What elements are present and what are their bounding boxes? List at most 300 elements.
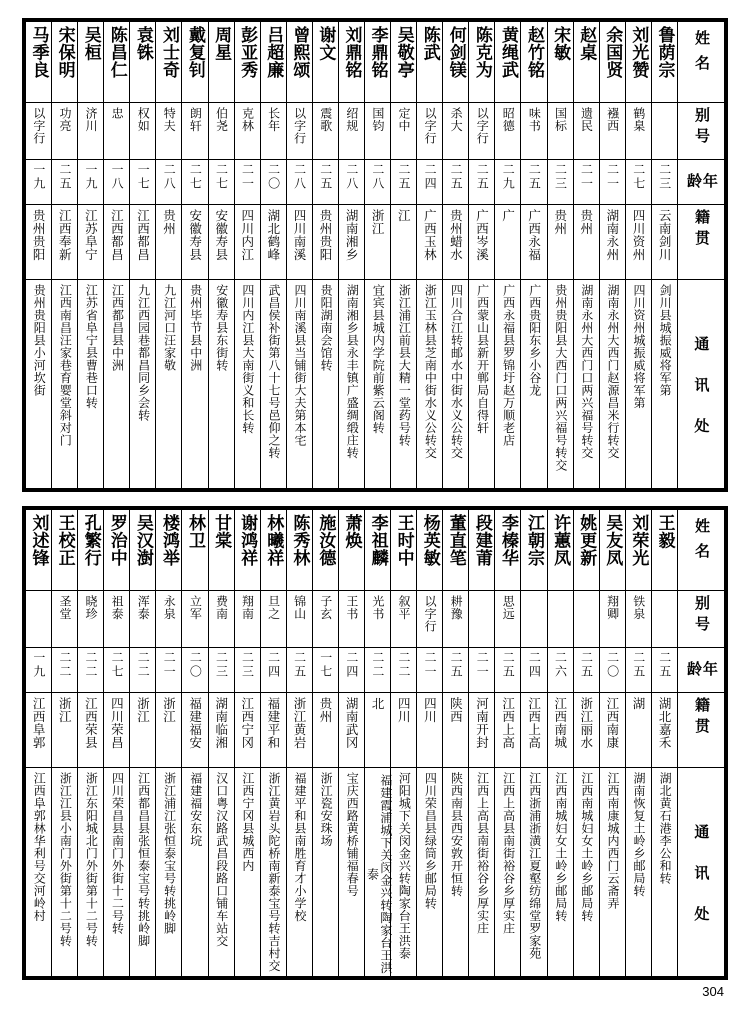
cell-address xyxy=(599,280,625,489)
table-row-origin xyxy=(26,693,725,768)
age-text: 二六 xyxy=(553,651,568,679)
name-text: 许蕙凤 xyxy=(550,514,571,567)
address-text: 武昌侯补街第八十七号邑仰之转 xyxy=(266,284,281,459)
address-text: 福建平和县南胜育才小学校 xyxy=(293,772,308,922)
cell-address xyxy=(417,280,443,489)
name-text: 何剑镁 xyxy=(445,26,466,79)
cell-alias xyxy=(26,591,52,648)
cell-age xyxy=(443,648,469,693)
name-text: 萧焕 xyxy=(341,514,362,549)
name-text: 吴桓 xyxy=(80,26,101,61)
age-text: 二一 xyxy=(240,163,255,191)
alias-text: 国标 xyxy=(553,107,568,132)
cell-alias xyxy=(469,103,495,160)
address-text: 江西南城妇女土岭乡邮局转 xyxy=(579,772,594,922)
address-text: 汉口粤汉路武昌段路口铺车站交 xyxy=(214,772,229,947)
origin-text: 贵州 xyxy=(161,209,177,235)
cell-origin xyxy=(52,693,78,768)
name-text: 楼鸿举 xyxy=(158,514,179,567)
address-text: 浙江浦江张恒泰宝号转挑岭脚 xyxy=(162,772,177,935)
cell-age xyxy=(338,160,364,205)
cell-alias xyxy=(182,591,208,648)
row-label-text: 年龄 xyxy=(685,661,719,682)
cell-origin xyxy=(391,205,417,280)
cell-alias xyxy=(521,103,547,160)
address-text: 湖南永州大西门赵源昌米行转交 xyxy=(605,284,620,459)
alias-text: 克林 xyxy=(240,107,255,132)
origin-text: 广西玉林 xyxy=(422,209,438,261)
alias-text: 以字行 xyxy=(475,107,490,145)
cell-alias xyxy=(156,591,182,648)
alias-text: 费南 xyxy=(214,595,229,620)
register-table-bottom xyxy=(22,506,728,980)
origin-text: 福建平和 xyxy=(265,697,281,749)
address-text: 浙江瓷安珠场 xyxy=(319,772,334,847)
cell-age xyxy=(521,160,547,205)
cell-age xyxy=(26,648,52,693)
cell-alias xyxy=(130,591,156,648)
cell-name xyxy=(443,510,469,591)
cell-alias xyxy=(365,103,391,160)
cell-alias xyxy=(365,591,391,648)
table-row-alias xyxy=(26,103,725,160)
alias-text: 忠 xyxy=(110,107,125,120)
cell-origin xyxy=(625,693,651,768)
origin-text: 江西上高 xyxy=(526,697,542,749)
cell-age xyxy=(651,648,677,693)
origin-text: 贵州 xyxy=(552,209,568,235)
age-text: 二五 xyxy=(501,651,516,679)
cell-address xyxy=(78,280,104,489)
cell-alias xyxy=(208,591,234,648)
row-label-text: 姓名 xyxy=(692,518,711,568)
table-row-address xyxy=(26,280,725,489)
alias-text: 翔卿 xyxy=(605,595,620,620)
address-text: 湖南恢复土岭乡邮局转 xyxy=(632,772,647,897)
origin-text: 湖南湘乡 xyxy=(344,209,360,261)
cell-origin xyxy=(78,693,104,768)
cell-name xyxy=(651,510,677,591)
row-label-age xyxy=(678,648,725,693)
name-text: 鲁荫宗 xyxy=(654,26,675,79)
cell-age xyxy=(182,648,208,693)
age-text: 二五 xyxy=(396,163,411,191)
cell-origin xyxy=(599,693,625,768)
cell-name xyxy=(234,22,260,103)
alias-text: 长年 xyxy=(266,107,281,132)
cell-age xyxy=(104,160,130,205)
age-text: 二五 xyxy=(292,651,307,679)
cell-age xyxy=(417,160,443,205)
cell-name xyxy=(156,510,182,591)
cell-name xyxy=(443,22,469,103)
cell-name xyxy=(547,510,573,591)
row-label-alias xyxy=(678,591,725,648)
cell-alias xyxy=(78,591,104,648)
cell-age xyxy=(156,648,182,693)
alias-text: 朗轩 xyxy=(188,107,203,132)
alias-text: 翔南 xyxy=(240,595,255,620)
address-text: 河阳城下关闵金兴转陶家台王洪泰 xyxy=(397,772,412,960)
cell-name xyxy=(130,22,156,103)
age-text: 二三 xyxy=(214,651,229,679)
cell-origin xyxy=(156,205,182,280)
origin-text: 贵州蜡水 xyxy=(448,209,464,261)
cell-alias xyxy=(599,103,625,160)
cell-name xyxy=(182,510,208,591)
age-text: 二四 xyxy=(527,651,542,679)
address-text: 福建福安东垸 xyxy=(188,772,203,847)
address-text: 宜宾县城内学院前紫云阁转 xyxy=(371,284,386,434)
alias-text: 鹤臬 xyxy=(631,107,646,132)
origin-text: 江西阜郭 xyxy=(31,697,47,749)
cell-alias xyxy=(130,103,156,160)
cell-alias xyxy=(469,591,495,648)
cell-alias xyxy=(391,591,417,648)
age-text: 二七 xyxy=(214,163,229,191)
cell-age xyxy=(469,648,495,693)
cell-age xyxy=(521,648,547,693)
cell-origin xyxy=(182,693,208,768)
alias-text: 特夫 xyxy=(162,107,177,132)
name-text: 谢文 xyxy=(315,26,336,61)
alias-text: 遗民 xyxy=(579,107,594,132)
address-text: 湖南湘乡县永丰镇广盛绸缎庄转 xyxy=(345,284,360,459)
cell-age xyxy=(26,160,52,205)
table-row-age xyxy=(26,160,725,205)
alias-text: 以字行 xyxy=(292,107,307,145)
cell-address xyxy=(521,280,547,489)
cell-origin xyxy=(417,693,443,768)
age-text: 一九 xyxy=(84,163,99,191)
cell-alias xyxy=(104,591,130,648)
row-label-origin xyxy=(678,693,725,768)
origin-text: 河南开封 xyxy=(474,697,490,749)
cell-name xyxy=(365,510,391,591)
row-label-text: 籍贯 xyxy=(692,209,711,251)
name-text: 董直笔 xyxy=(445,514,466,567)
cell-origin xyxy=(338,205,364,280)
cell-address xyxy=(208,280,234,489)
cell-age xyxy=(365,648,391,693)
age-text: 二七 xyxy=(631,163,646,191)
name-text: 王时中 xyxy=(393,514,414,567)
name-text: 马季良 xyxy=(28,26,49,79)
cell-address xyxy=(625,768,651,977)
origin-text: 江西宁冈 xyxy=(239,697,255,749)
cell-address xyxy=(547,280,573,489)
age-text: 一七 xyxy=(318,651,333,679)
origin-text: 江西南城 xyxy=(552,697,568,749)
cell-age xyxy=(286,160,312,205)
cell-alias xyxy=(338,591,364,648)
cell-address xyxy=(52,768,78,977)
age-text: 二四 xyxy=(423,163,438,191)
alias-text: 铁泉 xyxy=(631,595,646,620)
address-text: 湖南永州大西门口两兴福号转交 xyxy=(579,284,594,459)
name-text: 刘士奇 xyxy=(158,26,179,79)
cell-address xyxy=(365,280,391,489)
row-label-text: 姓名 xyxy=(692,30,711,80)
cell-address xyxy=(312,768,338,977)
alias-text: 以字行 xyxy=(423,595,438,633)
address-text: 浙江东阳城北门外街第十二号转 xyxy=(84,772,99,947)
address-text: 江西都昌县中洲 xyxy=(110,284,125,372)
alias-text: 味书 xyxy=(527,107,542,132)
address-text: 贵州贵阳县大西门口两兴福号转交 xyxy=(553,284,568,472)
cell-name xyxy=(651,22,677,103)
name-text: 林曦祥 xyxy=(263,514,284,567)
cell-address xyxy=(208,768,234,977)
cell-name xyxy=(521,510,547,591)
register-table-top xyxy=(22,18,728,492)
cell-origin xyxy=(417,205,443,280)
cell-address xyxy=(391,280,417,489)
name-text: 杨英敏 xyxy=(419,514,440,567)
origin-text: 江 xyxy=(396,209,412,222)
cell-address xyxy=(651,280,677,489)
name-text: 曾熙颂 xyxy=(289,26,310,79)
origin-text: 广西岑溪 xyxy=(474,209,490,261)
age-text: 一九 xyxy=(31,163,46,191)
page-number: 304 xyxy=(702,984,724,999)
address-text: 江西宁冈县城西内 xyxy=(240,772,255,872)
cell-origin xyxy=(625,205,651,280)
cell-origin xyxy=(651,693,677,768)
origin-text: 四川荣昌 xyxy=(109,697,125,749)
table-row-name xyxy=(26,22,725,103)
alias-text: 子玄 xyxy=(318,595,333,620)
cell-age xyxy=(130,160,156,205)
name-text: 赵桌 xyxy=(576,26,597,61)
cell-address xyxy=(495,280,521,489)
cell-origin xyxy=(52,205,78,280)
address-text: 江西南城妇女土岭乡邮局转 xyxy=(553,772,568,922)
origin-text: 广 xyxy=(500,209,516,222)
origin-text: 贵州 xyxy=(578,209,594,235)
name-text: 陈昌仁 xyxy=(106,26,127,79)
cell-age xyxy=(365,160,391,205)
age-text: 二五 xyxy=(449,651,464,679)
cell-name xyxy=(286,22,312,103)
row-label-address xyxy=(678,280,725,489)
cell-alias xyxy=(260,103,286,160)
cell-alias xyxy=(26,103,52,160)
cell-alias xyxy=(260,591,286,648)
address-text: 四川合江转邮水中街水义公转交 xyxy=(449,284,464,459)
name-text: 姚更新 xyxy=(576,514,597,567)
age-text: 二二 xyxy=(57,651,72,679)
age-text: 二二 xyxy=(84,651,99,679)
address-text: 江西上高县南街裕谷乡厚实庄 xyxy=(501,772,516,935)
cell-origin xyxy=(208,205,234,280)
cell-age xyxy=(208,648,234,693)
origin-text: 湖北嘉禾 xyxy=(657,697,673,749)
age-text: 二〇 xyxy=(605,651,620,679)
origin-text: 贵州贵阳 xyxy=(318,209,334,261)
address-text: 广西蒙山县新开郸局自得轩 xyxy=(475,284,490,434)
cell-age xyxy=(130,648,156,693)
alias-text: 光书 xyxy=(370,595,385,620)
cell-alias xyxy=(547,103,573,160)
cell-age xyxy=(599,160,625,205)
cell-age xyxy=(391,160,417,205)
cell-name xyxy=(312,22,338,103)
table-row-alias xyxy=(26,591,725,648)
age-text: 一七 xyxy=(136,163,151,191)
address-text: 四川南溪县当铺街大夫第本宅 xyxy=(293,284,308,447)
cell-origin xyxy=(286,693,312,768)
row-label-age xyxy=(678,160,725,205)
cell-alias xyxy=(52,591,78,648)
age-text: 二一 xyxy=(579,163,594,191)
origin-text: 江西都昌 xyxy=(135,209,151,261)
address-text: 四川荣昌县绿筒乡邮局转 xyxy=(423,772,438,910)
alias-text: 祖泰 xyxy=(110,595,125,620)
row-label-text: 通讯处 xyxy=(692,824,711,947)
cell-address xyxy=(26,280,52,489)
cell-origin xyxy=(234,205,260,280)
table-row-age xyxy=(26,648,725,693)
cell-name xyxy=(104,510,130,591)
address-text: 九江河口汪家敬 xyxy=(162,284,177,372)
age-text: 二五 xyxy=(449,163,464,191)
cell-address xyxy=(443,768,469,977)
cell-age xyxy=(547,160,573,205)
cell-age xyxy=(599,648,625,693)
name-text: 孔繁行 xyxy=(80,514,101,567)
age-text: 二二 xyxy=(136,651,151,679)
origin-text: 浙江 xyxy=(161,697,177,723)
name-text: 袁铢 xyxy=(132,26,153,61)
name-text: 宋敏 xyxy=(550,26,571,61)
alias-text: 昭德 xyxy=(501,107,516,132)
cell-alias xyxy=(495,103,521,160)
name-text: 王毅 xyxy=(654,514,675,549)
cell-age xyxy=(208,160,234,205)
cell-name xyxy=(260,22,286,103)
cell-name xyxy=(52,510,78,591)
name-text: 吕超廉 xyxy=(263,26,284,79)
row-label-name xyxy=(678,22,725,103)
origin-text: 四川南溪 xyxy=(291,209,307,261)
cell-origin xyxy=(469,205,495,280)
cell-origin xyxy=(78,205,104,280)
origin-text: 浙江 xyxy=(370,209,386,235)
cell-age xyxy=(234,160,260,205)
cell-origin xyxy=(443,693,469,768)
origin-text: 江西南康 xyxy=(604,697,620,749)
cell-address xyxy=(365,768,391,977)
cell-origin xyxy=(130,205,156,280)
cell-address xyxy=(417,768,443,977)
cell-address xyxy=(286,768,312,977)
address-text: 安徽寿县东街转 xyxy=(214,284,229,372)
cell-origin xyxy=(573,693,599,768)
address-text: 浙江玉林县芝南中街水义公转交 xyxy=(423,284,438,459)
cell-alias xyxy=(312,591,338,648)
name-text: 吴汉澍 xyxy=(132,514,153,567)
name-text: 罗治中 xyxy=(106,514,127,567)
origin-text: 江西荣县 xyxy=(83,697,99,749)
cell-name xyxy=(78,510,104,591)
cell-alias xyxy=(443,591,469,648)
cell-name xyxy=(573,22,599,103)
cell-origin xyxy=(365,693,391,768)
row-label-name xyxy=(678,510,725,591)
cell-address xyxy=(651,768,677,977)
cell-address xyxy=(469,768,495,977)
cell-name xyxy=(625,510,651,591)
cell-address xyxy=(130,768,156,977)
cell-age xyxy=(469,160,495,205)
origin-text: 浙江 xyxy=(57,697,73,723)
cell-alias xyxy=(417,591,443,648)
cell-age xyxy=(417,648,443,693)
cell-address xyxy=(391,768,417,977)
age-text: 二二 xyxy=(370,651,385,679)
origin-text: 浙江丽水 xyxy=(578,697,594,749)
cell-name xyxy=(182,22,208,103)
origin-text: 贵州贵阳 xyxy=(31,209,47,261)
alias-text: 王书 xyxy=(344,595,359,620)
cell-alias xyxy=(286,103,312,160)
address-text: 湖北黄石港李公和转 xyxy=(658,772,673,885)
age-text: 二二 xyxy=(396,651,411,679)
table-row-name xyxy=(26,510,725,591)
cell-name xyxy=(625,22,651,103)
name-text: 段建莆 xyxy=(471,514,492,567)
cell-name xyxy=(26,22,52,103)
origin-text: 江苏阜宁 xyxy=(83,209,99,261)
name-text: 彭亚秀 xyxy=(237,26,258,79)
cell-address xyxy=(104,280,130,489)
cell-alias xyxy=(573,591,599,648)
age-text: 二五 xyxy=(579,651,594,679)
cell-name xyxy=(234,510,260,591)
address-text: 广西贵阳东乡小谷龙 xyxy=(527,284,542,397)
cell-name xyxy=(130,510,156,591)
cell-address xyxy=(260,280,286,489)
origin-text: 江西都昌 xyxy=(109,209,125,261)
row-label-text: 别号 xyxy=(692,595,711,637)
cell-origin xyxy=(391,693,417,768)
cell-address xyxy=(573,768,599,977)
name-text: 吴敬亭 xyxy=(393,26,414,79)
age-text: 二八 xyxy=(344,163,359,191)
address-text: 九江西园巷都昌同乡会转 xyxy=(136,284,151,422)
age-text: 二四 xyxy=(266,651,281,679)
age-text: 二八 xyxy=(292,163,307,191)
cell-age xyxy=(573,648,599,693)
cell-address xyxy=(26,768,52,977)
row-label-text: 年龄 xyxy=(685,173,719,194)
origin-text: 安徽寿县 xyxy=(187,209,203,261)
cell-address xyxy=(182,768,208,977)
alias-text: 权如 xyxy=(136,107,151,132)
age-text: 二五 xyxy=(475,163,490,191)
address-text: 浙江江县小南门外街第十二号转 xyxy=(58,772,73,947)
cell-address xyxy=(573,280,599,489)
origin-text: 安徽寿县 xyxy=(213,209,229,261)
cell-alias xyxy=(417,103,443,160)
age-text: 一九 xyxy=(31,651,46,679)
cell-alias xyxy=(104,103,130,160)
origin-text: 浙江 xyxy=(135,697,151,723)
cell-address xyxy=(286,280,312,489)
cell-address xyxy=(182,280,208,489)
cell-address xyxy=(521,768,547,977)
